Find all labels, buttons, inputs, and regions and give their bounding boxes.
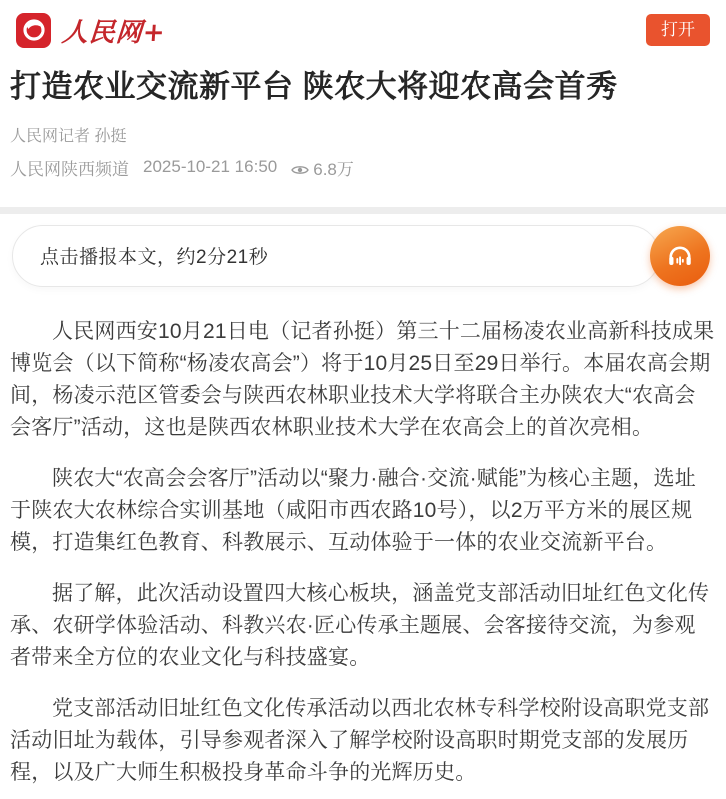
article-datetime: 2025-10-21 16:50 (143, 157, 278, 177)
audio-play-button[interactable] (650, 226, 710, 286)
audio-player (12, 225, 710, 289)
view-count (291, 155, 354, 180)
article-paragraph: 陕农大“农高会会客厅”活动以“聚力·融合·交流·赋能”为核心主题，选址于陕农大农林综合实训基地（咸阳市西农路10号），以2万平方米的展区规模，打造集红色教育、科教展示、互动体验于一体的农业交流新平台。 (10, 466, 696, 554)
open-app-button[interactable]: 打开 (646, 14, 710, 46)
headphone-icon (665, 241, 695, 271)
article-paragraph: 党支部活动旧址红色文化传承活动以西北农林专科学校附设高职党支部活动旧址为载体，引导参观者深入了解学校附设高职时期党支部的发展历程，以及广大师生积极投身革命斗争的光辉历史。 (10, 696, 710, 784)
article-paragraph: 人民网西安10月21日电（记者孙挺）第三十二届杨凌农业高新科技成果博览会（以下简称“杨凌农高会”）将于10月25日至29日举行。本届农高会期间，杨凌示范区管委会与陕西农林职业技术大学将联合主办陕农大“农高会会客厅”活动，这也是陕西农林职业技术大学在农高会上的首次亮相。 (10, 319, 715, 439)
article-byline: 人民网记者 孙挺 (10, 127, 127, 145)
audio-playback-bar[interactable] (12, 225, 660, 287)
eye-icon (291, 161, 309, 173)
people-daily-logo-icon (16, 13, 51, 48)
article-header (0, 67, 726, 180)
article-paragraph: 据了解，此次活动设置四大核心板块，涵盖党支部活动旧址红色文化传承、农研学体验活动、科教兴农·匠心传承主题展、会客接待交流，为参观者带来全方位的农业文化与科技盛宴。 (10, 581, 710, 669)
app-banner (0, 0, 726, 58)
audio-playback-label: 点击播报本文，约2分21秒 (40, 247, 269, 269)
view-count-value: 6.8万 (313, 159, 354, 179)
article-meta (10, 155, 716, 180)
brand-title: 人民网+ (60, 17, 167, 48)
article-body (0, 289, 726, 799)
page-title: 打造农业交流新平台 陕农大将迎农高会首秀 (10, 69, 618, 104)
section-divider (0, 207, 726, 214)
article-source: 人民网陕西频道 (10, 159, 129, 179)
